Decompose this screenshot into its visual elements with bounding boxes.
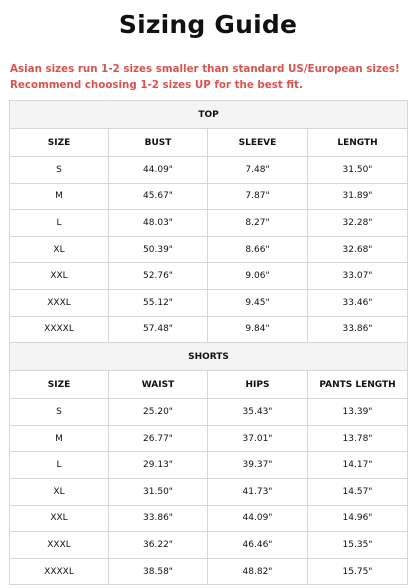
table-cell: 31.50": [109, 478, 208, 505]
table-row: [10, 210, 408, 237]
section-title: TOP: [10, 101, 408, 129]
table-cell: XL: [10, 478, 109, 505]
table-cell: 41.73": [208, 478, 308, 505]
table-cell: S: [10, 399, 109, 426]
table-cell: XXL: [10, 505, 109, 532]
table-cell: 35.43": [208, 399, 308, 426]
table-cell: 44.09": [109, 157, 208, 184]
table-cell: 14.57": [308, 478, 408, 505]
table-cell: 52.76": [109, 263, 208, 290]
table-cell: 9.45": [208, 289, 308, 316]
table-cell: 36.22": [109, 532, 208, 559]
table-cell: 14.17": [308, 452, 408, 479]
table-cell: M: [10, 183, 109, 210]
section-header-top: [10, 101, 408, 129]
column-header: SLEEVE: [208, 129, 308, 157]
table-cell: 31.89": [308, 183, 408, 210]
table-row: [10, 532, 408, 559]
table-cell: 7.87": [208, 183, 308, 210]
table-row: [10, 316, 408, 343]
table-cell: 33.86": [109, 505, 208, 532]
table-cell: 14.96": [308, 505, 408, 532]
section-header-shorts: [10, 343, 408, 371]
table-cell: 29.13": [109, 452, 208, 479]
table-cell: 50.39": [109, 236, 208, 263]
table-cell: 15.35": [308, 532, 408, 559]
table-cell: XXXXL: [10, 316, 109, 343]
column-header-row: [10, 371, 408, 399]
table-cell: L: [10, 452, 109, 479]
table-cell: 8.66": [208, 236, 308, 263]
table-cell: 55.12": [109, 289, 208, 316]
table-cell: L: [10, 210, 109, 237]
table-cell: 33.46": [308, 289, 408, 316]
table-cell: XXXXL: [10, 558, 109, 585]
table-cell: 13.78": [308, 425, 408, 452]
table-cell: 13.39": [308, 399, 408, 426]
table-cell: 38.58": [109, 558, 208, 585]
table-row: [10, 236, 408, 263]
table-cell: 44.09": [208, 505, 308, 532]
section-title: SHORTS: [10, 343, 408, 371]
column-header: HIPS: [208, 371, 308, 399]
table-cell: 57.48": [109, 316, 208, 343]
table-row: [10, 289, 408, 316]
table-cell: 25.20": [109, 399, 208, 426]
table-cell: 33.86": [308, 316, 408, 343]
column-header: SIZE: [10, 371, 109, 399]
table-cell: 48.82": [208, 558, 308, 585]
table-cell: XL: [10, 236, 109, 263]
table-cell: 32.28": [308, 210, 408, 237]
column-header: SIZE: [10, 129, 109, 157]
sizing-notice: Asian sizes run 1-2 sizes smaller than standard US/European sizes! Recommend choosing 1-2 sizes UP for the best fit.: [10, 63, 400, 91]
page-title: Sizing Guide: [118, 10, 298, 39]
column-header: BUST: [109, 129, 208, 157]
table-cell: 37.01": [208, 425, 308, 452]
table-cell: 7.48": [208, 157, 308, 184]
table-cell: 45.67": [109, 183, 208, 210]
column-header: PANTS LENGTH: [308, 371, 408, 399]
table-cell: 15.75": [308, 558, 408, 585]
table-row: [10, 399, 408, 426]
column-header-row: [10, 129, 408, 157]
table-cell: 31.50": [308, 157, 408, 184]
column-header: LENGTH: [308, 129, 408, 157]
table-cell: 48.03": [109, 210, 208, 237]
table-row: [10, 505, 408, 532]
table-cell: 26.77": [109, 425, 208, 452]
table-cell: XXL: [10, 263, 109, 290]
table-cell: 8.27": [208, 210, 308, 237]
table-cell: XXXL: [10, 289, 109, 316]
table-cell: 33.07": [308, 263, 408, 290]
table-row: [10, 263, 408, 290]
table-row: [10, 157, 408, 184]
table-cell: 39.37": [208, 452, 308, 479]
sizing-table: [9, 100, 408, 585]
table-row: [10, 425, 408, 452]
table-row: [10, 558, 408, 585]
table-cell: 9.06": [208, 263, 308, 290]
table-row: [10, 452, 408, 479]
table-cell: XXXL: [10, 532, 109, 559]
table-row: [10, 478, 408, 505]
table-cell: 46.46": [208, 532, 308, 559]
table-cell: M: [10, 425, 109, 452]
table-cell: 32.68": [308, 236, 408, 263]
column-header: WAIST: [109, 371, 208, 399]
table-cell: S: [10, 157, 109, 184]
table-cell: 9.84": [208, 316, 308, 343]
table-row: [10, 183, 408, 210]
